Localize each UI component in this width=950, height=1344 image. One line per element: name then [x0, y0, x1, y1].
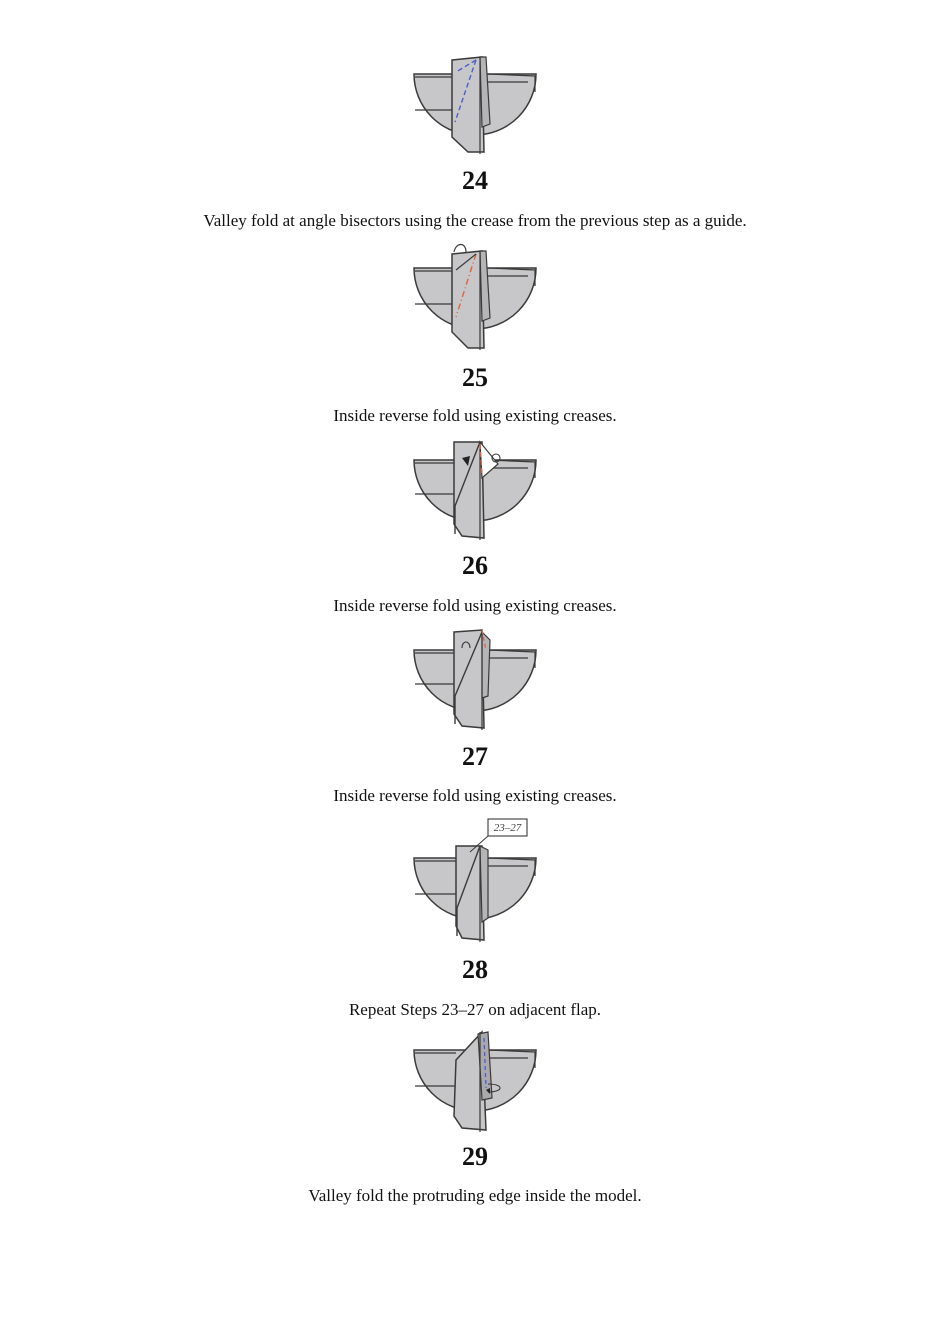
step-caption: Inside reverse fold using existing creases. — [333, 406, 617, 425]
step-26-diagram — [410, 436, 540, 546]
step-caption: Valley fold at angle bisectors using the crease from the previous step as a guide. — [203, 211, 747, 230]
step-number: 27 — [462, 742, 488, 771]
step-number: 26 — [462, 551, 488, 580]
step-caption: Inside reverse fold using existing creases. — [333, 786, 617, 805]
step-25-diagram — [410, 242, 540, 352]
step-number: 25 — [462, 363, 488, 392]
step-number: 29 — [462, 1142, 488, 1171]
step-24-diagram — [410, 52, 540, 162]
step-number: 24 — [462, 166, 488, 195]
step-27-diagram — [410, 626, 540, 736]
step-28-diagram — [410, 818, 540, 944]
step-29-diagram — [410, 1028, 540, 1138]
step-caption: Repeat Steps 23–27 on adjacent flap. — [348, 1000, 602, 1019]
step-caption: Inside reverse fold using existing creases. — [333, 596, 617, 615]
step-caption: Valley fold the protruding edge inside the model. — [308, 1186, 642, 1205]
step-number: 28 — [462, 955, 488, 984]
repeat-steps-label: 23–27 — [493, 822, 522, 834]
